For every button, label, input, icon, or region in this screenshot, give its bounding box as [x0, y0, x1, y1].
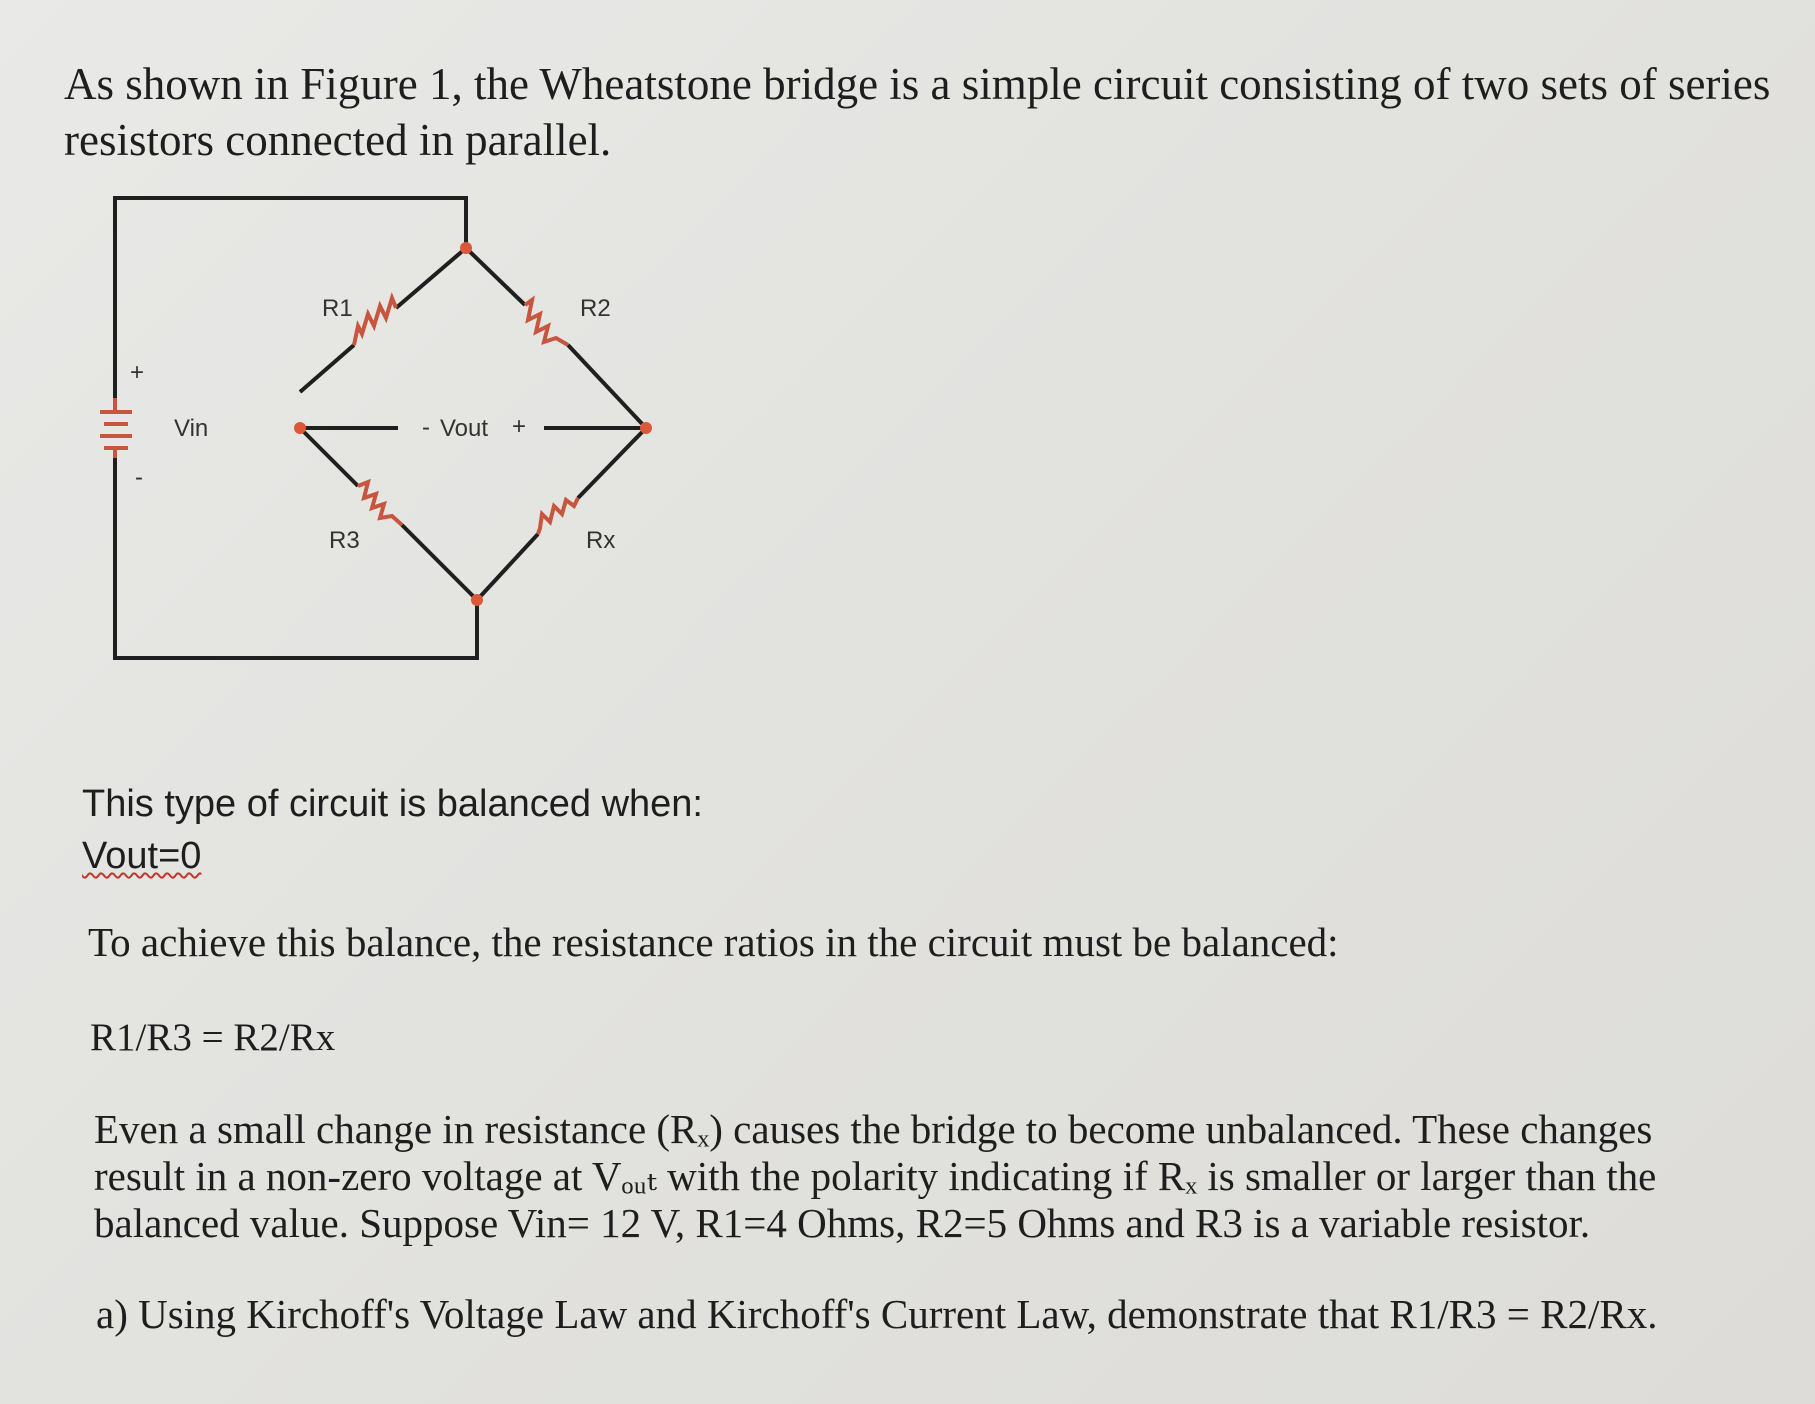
- label-vin-minus: -: [135, 464, 143, 491]
- resistor-r2: [525, 300, 568, 345]
- intro-line-1: As shown in Figure 1, the Wheatstone bridge is a simple circuit consisting of two sets of series: [64, 59, 1771, 109]
- node-top: [460, 242, 472, 254]
- question-a: a) Using Kirchoff's Voltage Law and Kirchoff's Current Law, demonstrate that R1/R3 = R2/Rx.: [96, 1291, 1658, 1337]
- resistor-r3: [358, 482, 402, 525]
- resistor-rx: [538, 498, 578, 534]
- intro-paragraph: [64, 56, 1770, 168]
- body-line-2: result in a non-zero voltage at Vₒᵤₜ with the polarity indicating if Rₓ is smaller or larger than the: [94, 1153, 1657, 1199]
- body-line-1: Even a small change in resistance (Rₓ) causes the bridge to become unbalanced. These changes: [94, 1106, 1653, 1152]
- label-r2: R2: [580, 295, 611, 322]
- balance-condition: [82, 778, 703, 882]
- resistor-r1: [354, 298, 396, 345]
- label-vin: Vin: [174, 415, 209, 442]
- intro-line-2: resistors connected in parallel.: [64, 115, 612, 165]
- label-r1: R1: [322, 295, 353, 322]
- body-line-3: balanced value. Suppose Vin= 12 V, R1=4 Ohms, R2=5 Ohms and R3 is a variable resistor.: [94, 1200, 1591, 1246]
- vout-equation: Vout=0: [82, 835, 202, 877]
- balance-equation: R1/R3 = R2/Rx: [90, 1016, 336, 1059]
- node-right: [640, 422, 652, 434]
- label-r3: R3: [329, 527, 360, 554]
- label-vout-minus: -: [422, 414, 430, 441]
- body-paragraph: [94, 1106, 1656, 1247]
- battery-symbol: [100, 398, 132, 458]
- label-rx: Rx: [586, 527, 616, 554]
- label-vout-plus: +: [512, 413, 527, 440]
- balance-condition-text: This type of circuit is balanced when:: [82, 783, 703, 825]
- node-left: [294, 422, 306, 434]
- label-vout: Vout: [440, 415, 489, 442]
- ratio-intro-text: To achieve this balance, the resistance ratios in the circuit must be balanced:: [88, 919, 1339, 965]
- label-vin-plus: +: [130, 359, 145, 386]
- wheatstone-bridge-figure: [100, 180, 700, 670]
- node-bottom: [471, 594, 483, 606]
